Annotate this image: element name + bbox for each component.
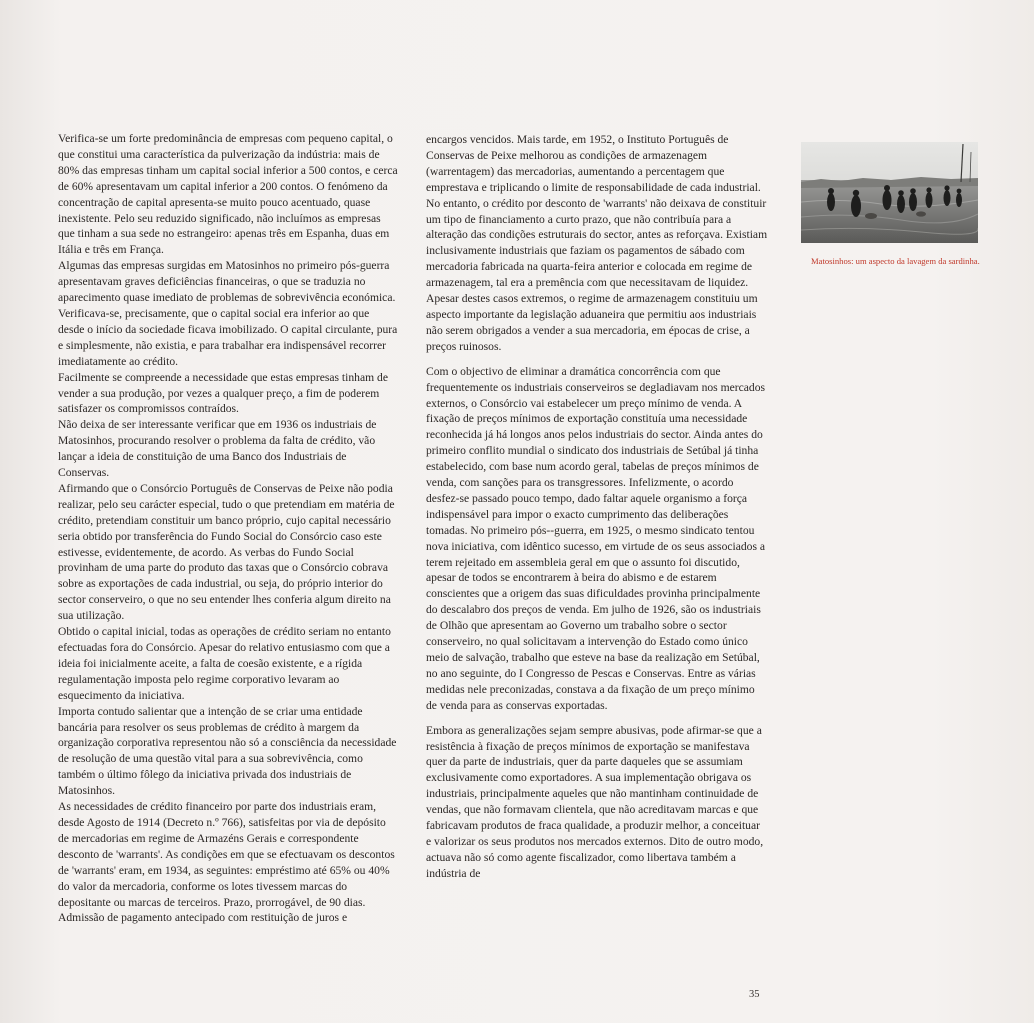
middle-text-column [426,132,768,882]
paragraph: Verifica-se um forte predominância de empresas com pequeno capital, o que constitui uma característica da pulverização da indústria: mais de 80% das empresas tinham um capital social inferior a 500 contos, e cerca de 60% apresentavam um capital inferior a 200 contos. O fenómeno da concentração de capital apresenta-se muito pouco acentuado, quase inexistente. Pelo seu reduzido significado, não incluímos as empresas que tinham a sua sede no estrangeiro: apenas três em Espanha, duas em Itália e três em França. [58,132,398,257]
paragraph: encargos vencidos. Mais tarde, em 1952, o Instituto Português de Conservas de Peixe melhorou as condições de armazenagem (warrentagem) das mercadorias, aumentando a percentagem que emprestava e triplicando o limite de responsabilidade de cada industrial. No entanto, o crédito por desconto de 'warrants' não deixava de constituir um tipo de financiamento a curto prazo, que não contribuía para a alteração das condições estruturais do sector, antes as reforçava. Existiam inclusivamente industriais que faziam os pagamentos de sábado com mercadoria fabricada na quarta-feira anterior e colocada em regime de armazenagem, tal era a premência com que necessitavam de liquidez. Apesar destes casos extremos, o regime de armazenagem constituiu um aspecto importante da legislação aduaneira que permitiu aos industriais não serem obrigados a vender a sua mercadoria, em épocas de crise, a preços ruinosos. [426,133,768,353]
left-text-column [58,131,398,926]
paragraph: Facilmente se compreende a necessidade que estas empresas tinham de vender a sua produção, por vezes a qualquer preço, a fim de poderem satisfazer os compromissos contraídos. [58,370,388,416]
paragraph: Admissão de pagamento antecipado com restituição de juros e [58,911,348,925]
paragraph: Não deixa de ser interessante verificar que em 1936 os industriais de Matosinhos, procurando resolver o problema da falta de crédito, vão lançar a ideia de constituição de uma Banco dos Industriais de Conservas. [58,418,377,480]
paragraph: Importa contudo salientar que a intenção de se criar uma entidade bancária para resolver os seus problemas de crédito à margem da organização corporativa representou não só a consciência da necessidade de resolução de uma questão vital para a sua sobrevivência, como também o último fôlego da iniciativa privada dos industriais de Matosinhos. [58,704,397,798]
paragraph: Algumas das empresas surgidas em Matosinhos no primeiro pós-guerra apresentavam graves deficiências financeiras, o que se traduzia no aparecimento quase imediato de problemas de sobrevivência económica. [58,259,396,305]
paragraph: Com o objectivo de eliminar a dramática concorrência com que frequentemente os industriais conserveiros se degladiavam nos mercados externos, o Consórcio vai estabelecer um preço mínimo de venda. A fixação de preços mínimos de exportação constituía uma necessidade reconhecida já há longos anos pelos industriais do sector. Ainda antes do primeiro conflito mundial o sindicato dos industriais de Setúbal já tinha estabelecido, com base num acordo geral, tabelas de preços mínimos de venda, com sanções para os transgressores. Infelizmente, o acordo desfez-se passado pouco tempo, dado faltar aquele organismo a força indispensável para impor o exacto cumprimento das deliberações tomadas. No primeiro pós--guerra, em 1925, o mesmo sindicato tentou nova iniciativa, com idêntico sucesso, em virtude de os seus associados a terem rejeitado em assembleia geral em que o assunto foi discutido, apesar de todos se encontrarem à beira do abismo e de estarem conscientes que a origem das suas dificuldades provinha principalmente do descalabro dos preços de venda. Em julho de 1926, são os industriais de Olhão que apresentam ao Governo um trabalho sobre o sector conserveiro, no qual solicitavam a intervenção do Estado como único meio de salvação, trabalho que esteve na base da realização em Setúbal, no ano seguinte, do I Congresso de Pescas e Conservas. Entre as várias medidas nele preconizadas, constava a da fixação de um preço mínimo de venda para as conservas exportadas. [426,364,766,712]
photo-caption: Matosinhos: um aspecto da lavagem da sardinha. [811,256,980,266]
paragraph: Verificava-se, precisamente, que o capital social era inferior ao que desde o início da sociedade ficava imobilizado. O capital circulante, pura e simplesmente, não existia, e para trabalhar era indispensável recorrer imediatamente ao crédito. [58,306,398,368]
sardine-washing-photo [801,142,978,243]
paragraph: As necessidades de crédito financeiro por parte dos industriais eram, desde Agosto de 1914 (Decreto n.º 766), satisfeitas por via de depósito de mercadorias em regime de Armazéns Gerais e correspondente desconto de 'warrants'. As condições em que se efectuavam os descontos de 'warrants' eram, em 1934, as seguintes: empréstimo até 65% ou 40% do valor da mercadoria, conforme os lotes tivessem marcas do depositante ou marcas de terceiros. Prazo, prorrogável, de 90 dias. [58,800,395,909]
paragraph: Obtido o capital inicial, todas as operações de crédito seriam no entanto efectuadas fora do Consórcio. Apesar do relativo entusiasmo com que a ideia foi inicialmente aceite, a falta de coesão existente, e a rígida regulamentação imposta pelo regime corporativo levaram ao esquecimento da iniciativa. [58,625,391,702]
paragraph: Embora as generalizações sejam sempre abusivas, pode afirmar-se que a resistência à fixação de preços mínimos de exportação se manifestava quer da parte de industriais, quer da parte daqueles que se assumiam exclusivamente como exportadores. A sua implementação obrigava os industriais, principalmente aqueles que não mantinham continuidade de vendas, que não formavam clientela, que não acreditavam marcas e que fabricavam produtos de fraca qualidade, a produzir melhor, a conceituar e valorizar os seus produtos nos mercados externos. Dito de outro modo, actuava não só como agente fiscalizador, como libertava também a indústria de [426,723,764,880]
page-number: 35 [749,989,760,1000]
paragraph: Afirmando que o Consórcio Português de Conservas de Peixe não podia realizar, pelo seu carácter especial, tudo o que pretendiam em matéria de crédito, pretendiam constituir um banco próprio, cujo capital necessário seria obtido por transferência do Fundo Social do Consórcio caso este estivesse, evidentemente, de acordo. As verbas do Fundo Social provinham de uma parte do produto das taxas que o Consórcio cobrava sobre as exportações de cada industrial, ou seja, do próprio interior do sector conserveiro, o que no seu entender lhes conferia algum direito na sua utilização. [58,481,395,623]
